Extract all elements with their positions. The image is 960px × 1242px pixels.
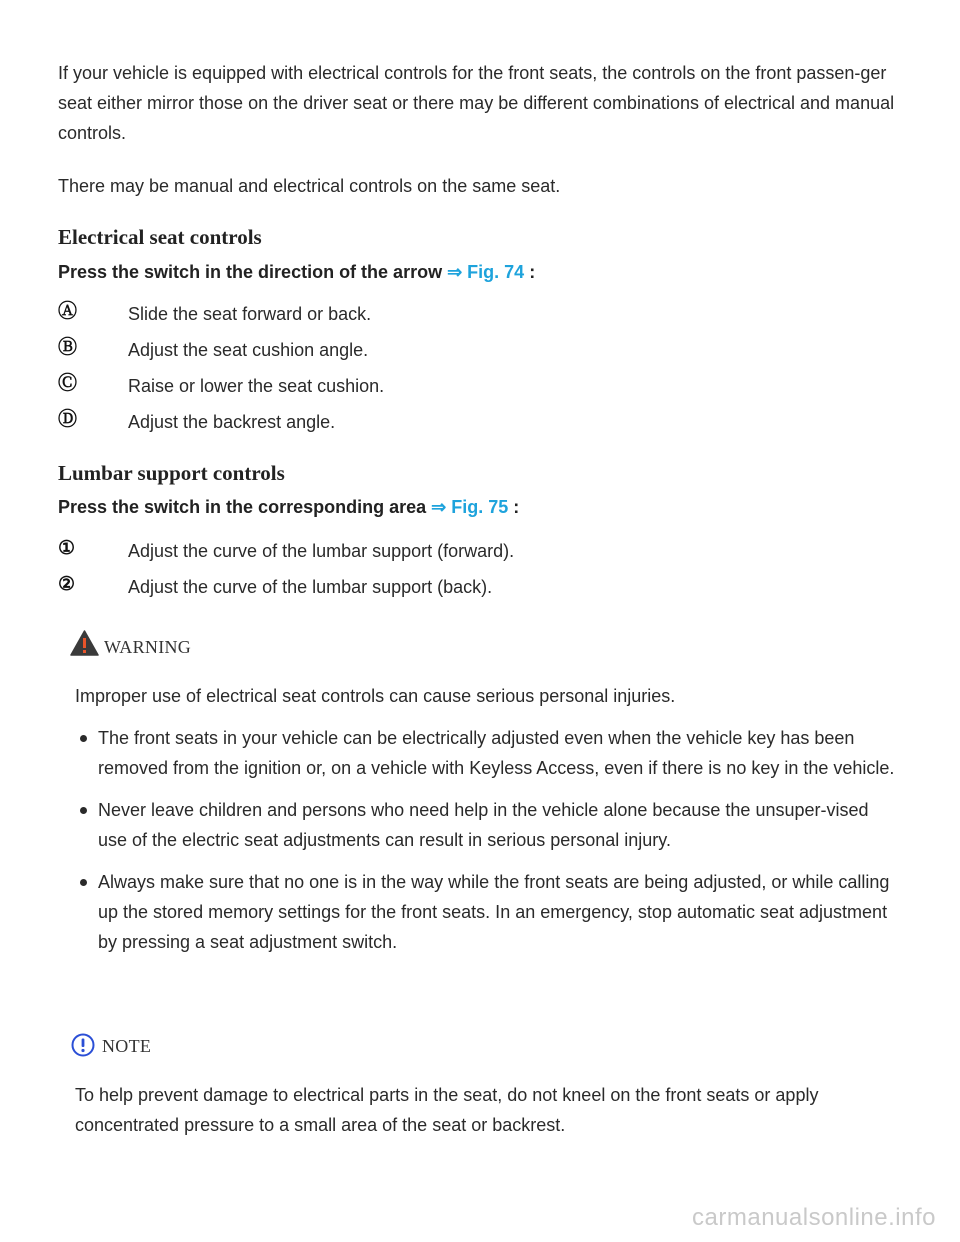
list-item bbox=[75, 867, 895, 957]
intro-paragraph-2: There may be manual and electrical controls on the same seat. bbox=[58, 176, 561, 196]
lead-end: : bbox=[508, 497, 520, 517]
exclamation-circle-icon bbox=[71, 1033, 95, 1057]
bullet-text: Never leave children and persons who need help in the vehicle alone because the unsuper-vised use of the electric seat adjustments can result in serious personal injury. bbox=[98, 800, 869, 850]
warning-title: WARNING bbox=[104, 637, 192, 657]
fig-74-link[interactable]: ⇒ Fig. 74 bbox=[447, 262, 525, 282]
item-key-b: Ⓑ bbox=[58, 337, 78, 358]
item-key-d: Ⓓ bbox=[58, 409, 78, 430]
item-text: Adjust the curve of the lumbar support (forward). bbox=[128, 541, 515, 561]
item-text: Adjust the curve of the lumbar support (back). bbox=[128, 577, 493, 597]
bullet-dot bbox=[80, 807, 87, 814]
warning-intro: Improper use of electrical seat controls can cause serious personal injuries. bbox=[75, 686, 676, 706]
lead-end: : bbox=[524, 262, 536, 282]
instruction-lead-electrical bbox=[58, 262, 535, 283]
bullet-dot bbox=[80, 879, 87, 886]
warning-triangle-icon bbox=[70, 630, 99, 656]
item-text: Raise or lower the seat cushion. bbox=[128, 376, 385, 396]
intro-paragraph: If your vehicle is equipped with electrical controls for the front seats, the controls on the front passen-ger seat either mirror those on the driver seat or there may be different combinations of electrical and manual controls. bbox=[58, 63, 895, 143]
warning-bullet-list bbox=[75, 723, 895, 969]
item-key-2: ② bbox=[58, 574, 76, 595]
section-heading-electrical: Electrical seat controls bbox=[58, 225, 262, 249]
watermark: carmanualsonline.info bbox=[692, 1204, 936, 1231]
note-title: NOTE bbox=[102, 1036, 152, 1056]
list-item bbox=[75, 795, 895, 855]
fig-75-link[interactable]: ⇒ Fig. 75 bbox=[431, 497, 509, 517]
section-heading-lumbar: Lumbar support controls bbox=[58, 461, 285, 485]
bullet-text: Always make sure that no one is in the way while the front seats are being adjusted, or while calling up the stored memory settings for the front seats. In an emergency, stop automatic seat adjustment by pressing a seat adjustment switch. bbox=[98, 872, 890, 952]
bullet-text: The front seats in your vehicle can be electrically adjusted even when the vehicle key has been removed from the ignition or, on a vehicle with Keyless Access, even if there is no key in the vehicle. bbox=[98, 728, 895, 778]
note-text: To help prevent damage to electrical parts in the seat, do not kneel on the front seats or apply concentrated pressure to a small area of the seat or backrest. bbox=[75, 1085, 819, 1135]
item-text: Adjust the backrest angle. bbox=[128, 412, 336, 432]
instruction-lead-lumbar bbox=[58, 497, 519, 518]
item-text: Adjust the seat cushion angle. bbox=[128, 340, 369, 360]
item-key-c: Ⓒ bbox=[58, 373, 78, 394]
list-item bbox=[75, 723, 895, 783]
item-key-1: ① bbox=[58, 538, 76, 559]
bullet-dot bbox=[80, 735, 87, 742]
lead-text: Press the switch in the direction of the arrow bbox=[58, 262, 443, 282]
lead-text: Press the switch in the corresponding area bbox=[58, 497, 427, 517]
item-text: Slide the seat forward or back. bbox=[128, 304, 372, 324]
item-key-a: Ⓐ bbox=[58, 301, 78, 322]
